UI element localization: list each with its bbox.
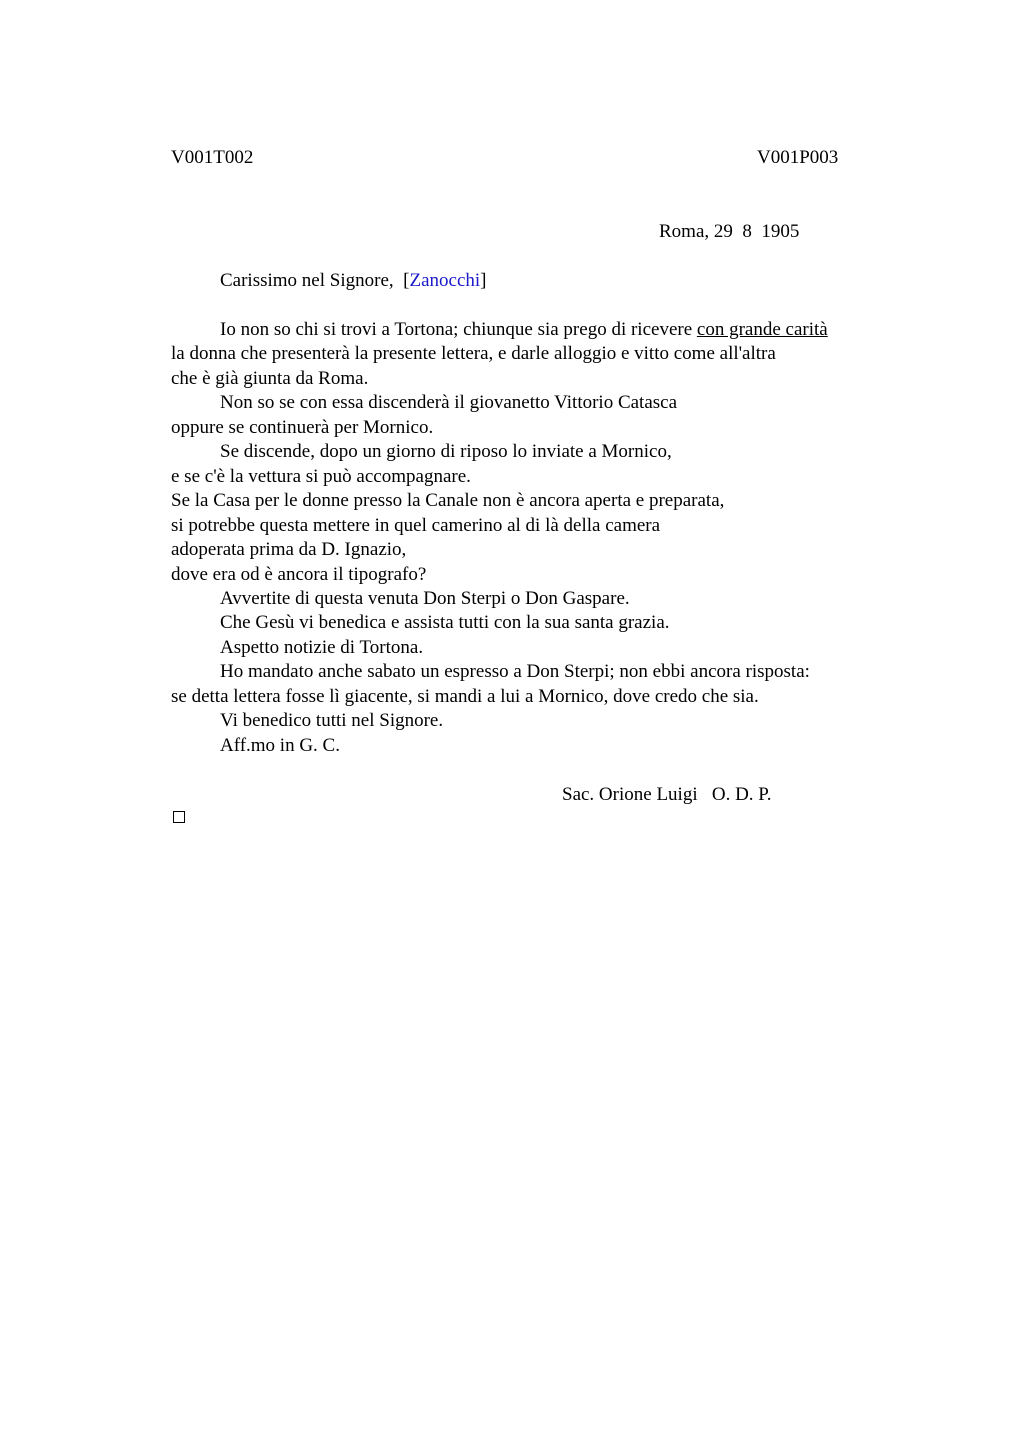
body-line-15: Ho mandato anche sabato un espresso a Don Sterpi; non ebbi ancora risposta:	[220, 661, 810, 682]
underlined-phrase: con grande carità	[696, 319, 828, 340]
body-line-17: Vi benedico tutti nel Signore.	[220, 710, 444, 731]
body-line-13: Che Gesù vi benedica e assista tutti con la sua santa grazia.	[220, 612, 670, 633]
signature: Sac. Orione Luigi O. D. P.	[562, 784, 772, 805]
body-line-6: Se discende, dopo un giorno di riposo lo inviate a Mornico,	[220, 441, 672, 462]
body-line-3: che è già giunta da Roma.	[171, 368, 369, 389]
body-line-4: Non so se con essa discenderà il giovanetto Vittorio Catasca	[220, 392, 678, 413]
recipient-link[interactable]: Zanocchi	[409, 270, 481, 291]
salutation	[220, 269, 486, 293]
body-line-18: Aff.mo in G. C.	[220, 735, 340, 756]
letter-date: Roma, 29 8 1905	[659, 221, 800, 242]
body-line-11: dove era od è ancora il tipografo?	[171, 564, 427, 585]
body-line-10: adoperata prima da D. Ignazio,	[171, 539, 407, 560]
body-line-12: Avvertite di questa venuta Don Sterpi o Don Gaspare.	[220, 588, 630, 609]
body-line-14: Aspetto notizie di Tortona.	[220, 637, 424, 658]
body-line-16: se detta lettera fosse lì giacente, si mandi a lui a Mornico, dove credo che sia.	[171, 686, 759, 707]
body-line-8: Se la Casa per le donne presso la Canale non è ancora aperta e preparata,	[171, 490, 725, 511]
empty-square-icon	[173, 811, 185, 823]
header-right-code: V001P003	[757, 147, 839, 168]
body-line-7: e se c'è la vettura si può accompagnare.	[171, 466, 471, 487]
body-line-9: si potrebbe questa mettere in quel camerino al di là della camera	[171, 515, 661, 536]
bracket-open: [	[403, 270, 410, 291]
body-line-1-text: Io non so chi si trovi a Tortona; chiunque sia prego di ricevere	[220, 319, 697, 340]
body-line-2: la donna che presenterà la presente lettera, e darle alloggio e vitto come all'altra	[171, 343, 776, 364]
header-left-code: V001T002	[171, 147, 254, 168]
body-line-5: oppure se continuerà per Mornico.	[171, 417, 434, 438]
bracket-close: ]	[480, 270, 487, 291]
body-line-1	[220, 318, 828, 342]
salutation-text: Carissimo nel Signore,	[220, 270, 404, 291]
